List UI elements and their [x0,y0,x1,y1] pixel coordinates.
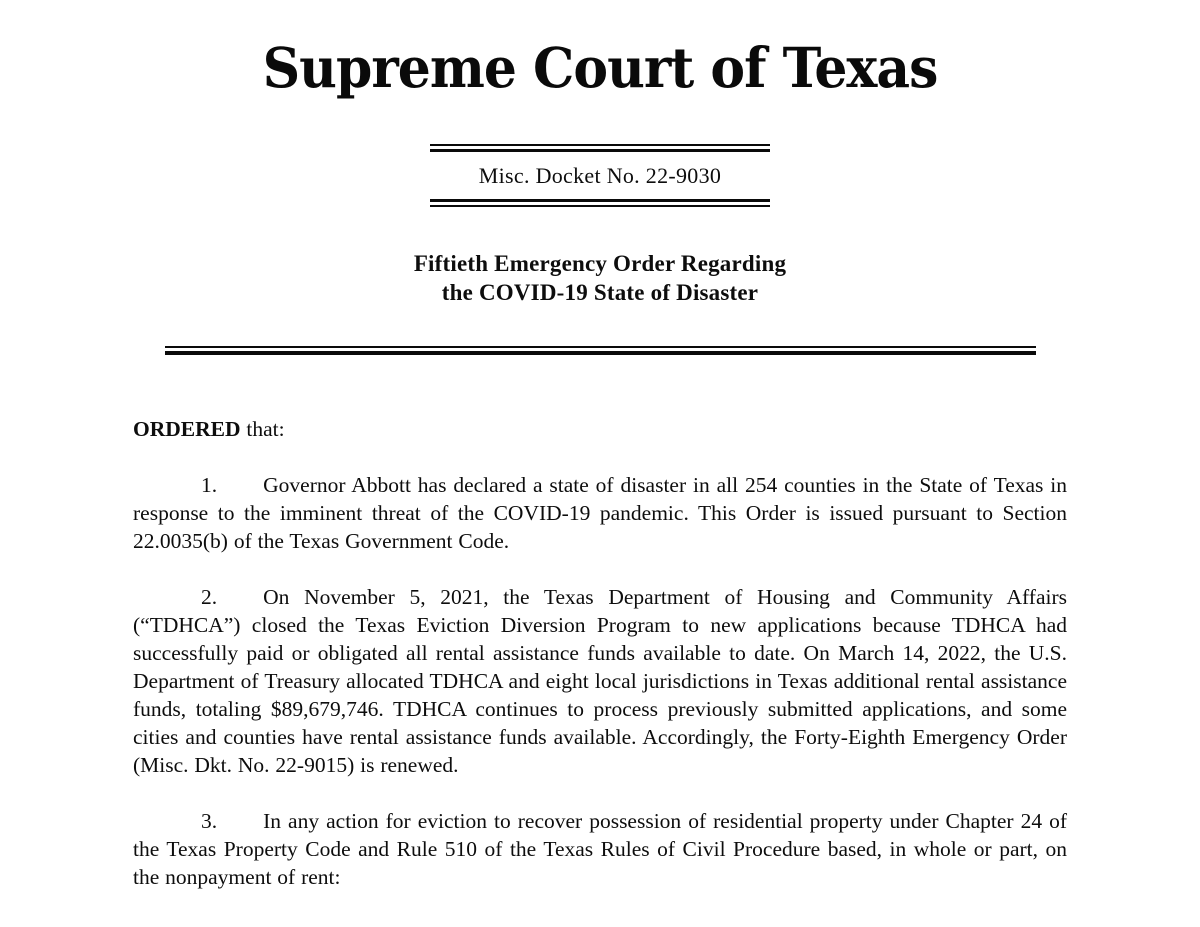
order-paragraph-2 [133,583,1067,779]
order-paragraph-1 [133,471,1067,555]
paragraph-text: Governor Abbott has declared a state of disaster in all 254 counties in the State of Texas in response to the imminent threat of the COVID-19 pandemic. This Order is issued pursuant to Section 22.0035(b) of the Texas Government Code. [133,473,1067,553]
paragraph-text: On November 5, 2021, the Texas Department of Housing and Community Affairs (“TDHCA”) closed the Texas Eviction Diversion Program to new applications because TDHCA had successfully paid or obligated all rental assistance funds available to date. On March 14, 2022, the U.S. Department of Treasury allocated TDHCA and eight local jurisdictions in Texas additional rental assistance funds, totaling $89,679,746. TDHCA continues to process previously submitted applications, and some cities and counties have rental assistance funds available. Accordingly, the Forty-Eighth Emergency Order (Misc. Dkt. No. 22-9015) is renewed. [133,585,1067,777]
paragraph-number: 3. [201,809,218,833]
order-title-line1: Fiftieth Emergency Order Regarding [413,251,787,276]
docket-box-bottom-rule [430,199,770,207]
header-separator-rule [165,346,1036,355]
order-title-line2: the COVID-19 State of Disaster [441,280,759,305]
paragraph-number: 2. [201,585,218,609]
ordered-word: ORDERED [133,417,241,441]
order-title [0,249,1200,307]
docket-number-box [430,144,770,207]
docket-number: Misc. Docket No. 22-9030 [478,163,722,188]
docket-box-top-rule [430,144,770,152]
paragraph-text: In any action for eviction to recover possession of residential property under Chapter 24 of the Texas Property Code and Rule 510 of the Texas Rules of Civil Procedure based, in whole or part, on the nonpayment of rent: [133,809,1067,889]
ordered-rest: that: [240,417,285,441]
ordered-lead [133,415,1067,443]
order-body [0,415,1200,891]
court-masthead: Supreme Court of Texas [262,36,938,102]
order-paragraph-3 [133,807,1067,891]
paragraph-number: 1. [201,473,218,497]
